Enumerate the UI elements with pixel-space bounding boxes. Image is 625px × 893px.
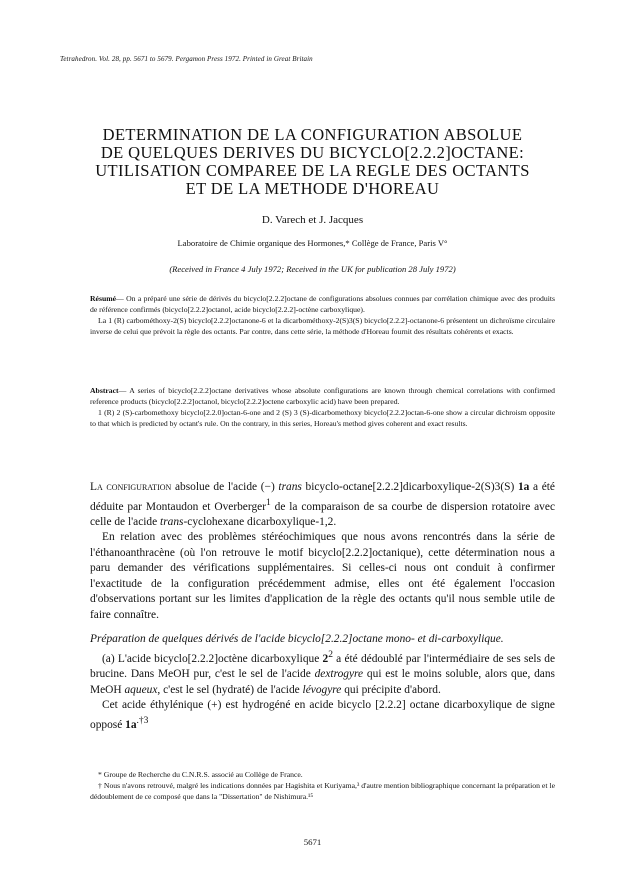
citation-ref: .†3 <box>136 715 149 726</box>
compound-ref: 1a <box>517 481 530 493</box>
journal-reference: Tetrahedron. Vol. 28, pp. 5671 to 5679. Pergamon Press 1972. Printed in Great Britain <box>60 55 313 63</box>
resume-para-2: La 1 (R) carbométhoxy-2(S) bicyclo[2.2.2]octanone-6 et la dicarbométhoxy-2(S)3(S) bicyclo[2.2.2]-octanone-6 présentent un dichroïsme circulaire inverse de celui que prévoit la règle des octants. Par contre, dans cette série, la méthode d'Horeau fournit des résultats cohérents et exacts. <box>90 316 555 336</box>
footnote-1: * Groupe de Recherche du C.N.R.S. associé au Collège de France. <box>98 770 303 779</box>
text-run-italic: dextrogyre <box>314 668 364 681</box>
text-run-italic: trans <box>278 481 302 493</box>
body-paragraph-4 <box>90 698 555 733</box>
resume-text: — On a préparé une série de dérivés du bicyclo[2.2.2]octane de configurations absolues connues par corrélation chimique avec des produits de référence confirmés (bicyclo[2.2.2]octanol, acide bicyclo[2.2.2]-octène carboxylique). <box>90 294 555 314</box>
abstract-english <box>90 385 555 429</box>
received-dates: (Received in France 4 July 1972; Received in the UK for publication 28 July 1972) <box>169 264 456 274</box>
abstract-label: Abstract <box>90 386 119 395</box>
title-line-2: DE QUELQUES DERIVES DU BICYCLO[2.2.2]OCTANE: <box>100 143 525 162</box>
resume-french <box>90 293 555 337</box>
title-line-4: ET DE LA METHODE D'HOREAU <box>185 179 440 198</box>
text-run-italic: trans <box>160 515 184 528</box>
abstract-para-2: 1 (R) 2 (S)-carbomethoxy bicyclo[2.2.0]octan-6-one and 2 (S) 3 (S)-dicarbomethoxy bicyclo[2.2.2]octan-6-one show a circular dichroism opposite to that which is predicted by octant's rule. On the contrary, in this series, Horeau's method gives coherent and exact results. <box>90 408 555 428</box>
lead-words: La configuration <box>90 481 172 493</box>
body-paragraph-2: En relation avec des problèmes stéréochimiques que nous avons rencontrés dans la série de l'éthanoanthracène (où l'on retrouve le motif bicyclo[2.2.2]octanique), cette détermination nous a paru demander des vérifications supplémentaires. Si celles-ci nous ont conduit à confirmer l'exactitude de la configuration précédemment admise, elles ont été également l'occasion d'observations portant sur les limites d'application de la règle des octants qu'il nous semble utile de faire connaître. <box>90 531 555 621</box>
text-run: absolue de l'acide (−) <box>171 481 279 493</box>
article-title <box>55 126 570 198</box>
text-run: Cet acide éthylénique (+) est hydrogéné en acide bicyclo [2.2.2] octane dicarboxylique de signe opposé <box>90 699 555 731</box>
text-run: bicyclo-octane[2.2.2]dicarboxylique-2(S)3(S) <box>301 481 518 493</box>
footnotes <box>90 769 555 802</box>
body-paragraph-1 <box>90 480 555 530</box>
resume-label: Résumé <box>90 294 117 303</box>
text-run: a été dédoublé par l'intermédiaire de ses sels de brucine. Dans MeOH pur, c'est le sel de l'acide <box>90 652 555 681</box>
compound-ref: 1a <box>125 718 137 731</box>
title-line-3: UTILISATION COMPAREE DE LA REGLE DES OCTANTS <box>95 161 530 180</box>
text-run-italic: aqueux <box>124 683 158 696</box>
body-paragraph-3 <box>90 648 555 698</box>
text-run: (a) L'acide bicyclo[2.2.2]octène dicarboxylique <box>102 652 323 665</box>
page-number: 5671 <box>303 837 322 847</box>
authors: D. Varech et J. Jacques <box>261 214 364 226</box>
text-run: , c'est le sel (hydraté) de l'acide <box>157 683 303 696</box>
text-run: qui précipite d'abord. <box>341 683 441 696</box>
affiliation: Laboratoire de Chimie organique des Hormones,* Collège de France, Paris V° <box>177 238 448 248</box>
footnote-2: † Nous n'avons retrouvé, malgré les indications données par Hagishita et Kuriyama,³ d'autre mention bibliographique concernant la préparation et le dédoublement de ce composé que dans la "Dissertation" de Nishimura.¹⁵ <box>90 781 555 801</box>
article-body <box>90 480 555 733</box>
citation-ref: 1 <box>266 497 271 508</box>
text-run-italic: lévogyre <box>302 683 342 696</box>
abstract-para-1 <box>90 385 555 407</box>
text-run: de la comparaison de sa courbe de dispersion rotatoire avec celle de l'acide <box>90 500 555 528</box>
text-run: qui est le moins soluble, alors que, dans MeOH <box>90 668 555 696</box>
abstract-text: — A series of bicyclo[2.2.2]octane derivatives whose absolute configurations are known through chemical correlations with confirmed reference products (bicyclo[2.2.2]octanol, bicyclo[2.2.2]octene carboxylic acid) have been prepared. <box>90 386 555 406</box>
title-line-1: DETERMINATION DE LA CONFIGURATION ABSOLUE <box>102 125 523 144</box>
resume-para-1 <box>90 293 555 315</box>
citation-ref: 2 <box>328 649 333 660</box>
section-heading: Préparation de quelques dérivés de l'acide bicyclo[2.2.2]octane mono- et di-carboxylique. <box>90 633 504 646</box>
text-run: -cyclohexane dicarboxylique-1,2. <box>183 515 337 528</box>
compound-ref: 2 <box>322 652 329 665</box>
text-run: a été déduite par Montaudon et Overberger <box>90 481 555 513</box>
